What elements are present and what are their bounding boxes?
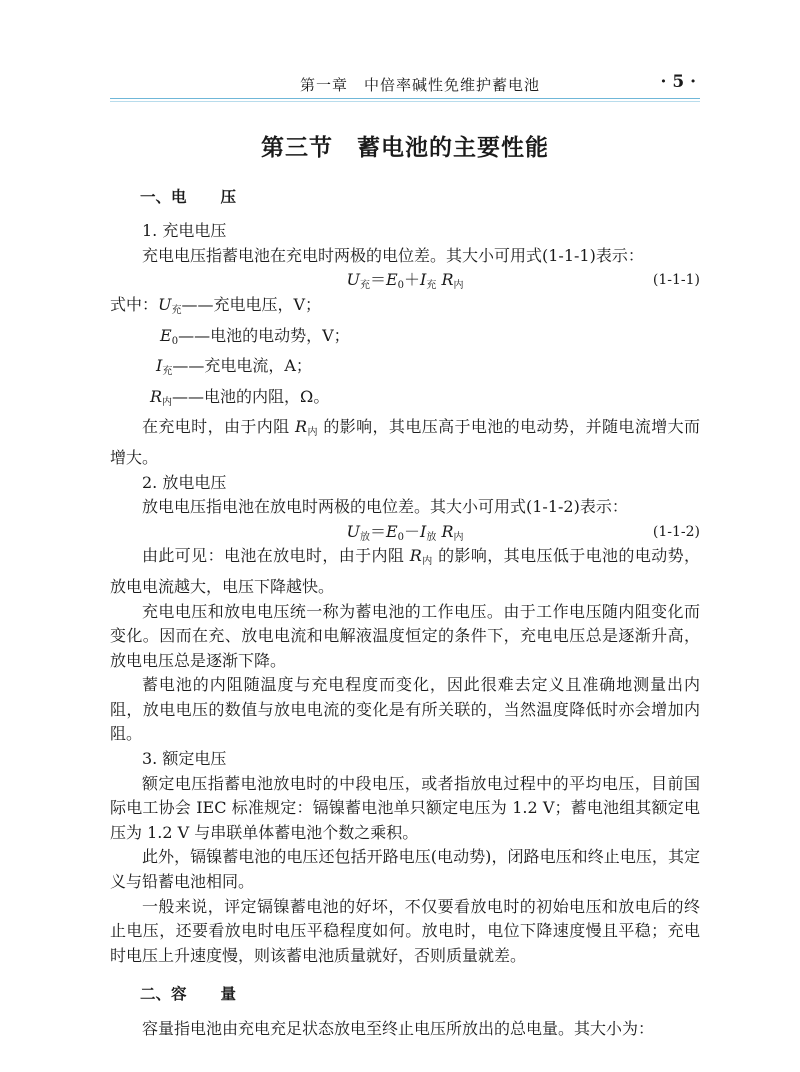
page-body: [110, 132, 700, 1042]
definition-line: $I_充——$充电电流，A；: [156, 356, 312, 378]
definition-line: $R_内——$电池的内阻，Ω。: [150, 386, 330, 408]
paragraph: 在充电时，由于内阻 $R_内$ 的影响，其电压高于电池的电动势，并随电流增大而增大。: [110, 417, 700, 467]
heading-capacity-part-a: 二、容: [140, 985, 187, 1004]
paragraph: 一般来说，评定镉镍蓄电池的好坏，不仅要看放电时的初始电压和放电后的终止电压，还要看放电时电压平稳程度如何。放电时，电位下降速度慢且平稳；充电时电压上升速度慢，则该蓄电池质量就好，否则质量就差。: [110, 896, 700, 965]
section-title: 第三节 蓄电池的主要性能: [261, 135, 549, 161]
formula-number: (1-1-2): [652, 523, 700, 540]
formula-1-1-1: [110, 268, 700, 293]
formula-number: (1-1-1): [652, 272, 700, 289]
heading-voltage-part-b: 压: [220, 187, 237, 206]
paragraph: 充电电压和放电电压统一称为蓄电池的工作电压。由于工作电压随内阻变化而变化。因而在充、放电电流和电解液温度恒定的条件下，充电电压总是逐渐升高，放电电压总是逐渐下降。: [110, 601, 700, 670]
definition-line: $E_0——$电池的电动势，V；: [160, 325, 350, 347]
paragraph: 由此可见：电池在放电时，由于内阻 $R_内$ 的影响，其电压低于电池的电动势，放电电流越大，电压下降越快。: [110, 546, 700, 596]
paragraph: 此外，镉镍蓄电池的电压还包括开路电压(电动势)，闭路电压和终止电压，其定义与铅蓄电池相同。: [110, 847, 700, 892]
running-header: [110, 70, 700, 98]
definition-line: 式中：$U_充——$充电电压，V；: [110, 294, 322, 316]
subheading-rated-voltage: 3. 额定电压: [142, 749, 227, 769]
chapter-title: 第一章 中倍率碱性免维护蓄电池: [300, 76, 541, 94]
paragraph: 额定电压指蓄电池放电时的中段电压，或者指放电过程中的平均电压，目前国际电工协会 IEC 标准规定：镉镍蓄电池单只额定电压为 1.2 V；蓄电池组其额定电压为 1.2 V 与串联单体蓄电池个数之乘积。: [110, 773, 700, 842]
paragraph: 充电电压指蓄电池在充电时两极的电位差。其大小可用式(1-1-1)表示：: [142, 245, 644, 265]
paragraph: 放电电压指电池在放电时两极的电位差。其大小可用式(1-1-2)表示：: [142, 497, 628, 517]
heading-voltage-part-a: 一、电: [140, 187, 187, 206]
heading-capacity: [140, 982, 700, 1007]
formula-1-1-2: [110, 520, 700, 545]
header-rule: [110, 98, 700, 99]
page-number: · 5 ·: [660, 72, 696, 92]
heading-voltage: [140, 185, 700, 210]
formula-expression: $U_放=E_0-I_放$ $R_内$: [346, 521, 464, 543]
subheading-charge-voltage: 1. 充电电压: [142, 221, 227, 241]
paragraph: 容量指电池由充电充足状态放电至终止电压所放出的总电量。其大小为：: [142, 1019, 655, 1038]
header-rule-secondary: [110, 101, 700, 102]
paragraph: 蓄电池的内阻随温度与充电程度而变化，因此很难去定义且准确地测量出内阻，放电电压的数值与放电电流的变化是有所关联的，当然温度降低时亦会增加内阻。: [110, 675, 700, 744]
subheading-discharge-voltage: 2. 放电电压: [142, 472, 227, 492]
formula-expression: $U_充=E_0+I_充$ $R_内$: [346, 270, 464, 292]
heading-capacity-part-b: 量: [220, 985, 237, 1004]
